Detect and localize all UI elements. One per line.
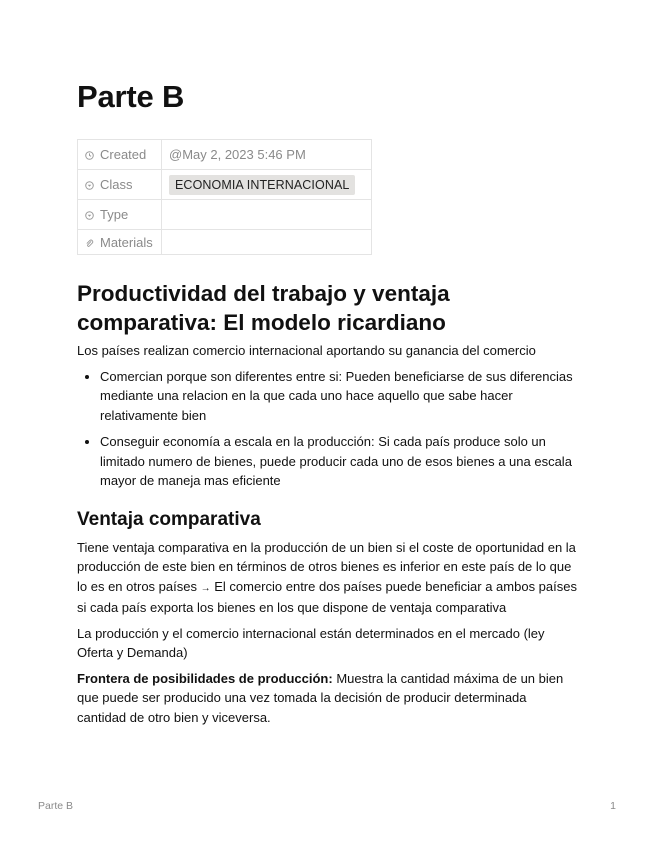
property-row-materials (78, 230, 372, 255)
property-row-class (78, 170, 372, 200)
property-value-materials[interactable] (162, 230, 372, 255)
paragraph-comparative-advantage: Tiene ventaja comparativa en la producción de un bien si el coste de oportunidad en la producción de este bien en términos de otros bienes es inferior en este país de lo que lo es en otros países → El comercio entre dos países puede beneficiar a ambos países si cada país exporta los bienes en los que dispone de ventaja comparativa (77, 539, 577, 615)
select-icon (85, 211, 94, 220)
property-row-created (78, 140, 372, 170)
property-name-created: Created (78, 140, 162, 170)
page-content (77, 76, 577, 727)
bullet-list (77, 367, 577, 491)
main-heading: Productividad del trabajo y ventaja comparativa: El modelo ricardiano (77, 281, 450, 335)
property-row-type (78, 200, 372, 230)
footer-page-number: 1 (610, 800, 616, 812)
property-name-class: Class (78, 170, 162, 200)
paragraph-ppf: Frontera de posibilidades de producción: Muestra la cantidad máxima de un bien que puede ser producido una vez tomada la decisión de producir determinada cantidad de otro bien y viceversa. (77, 670, 564, 725)
right-arrow-icon: → (200, 582, 211, 594)
ppf-term: Frontera de posibilidades de producción: (77, 670, 333, 686)
intro-paragraph: Los países realizan comercio internacional aportando su ganancia del comercio (77, 343, 536, 358)
list-item: • Conseguir economía a escala en la producción: Si cada país produce solo un limitado numero de bienes, puede producir cada uno de esos bienes a una escala mayor de maneja mas eficiente (100, 432, 577, 491)
list-item: • Comercian porque son diferentes entre si: Pueden beneficiarse de sus diferencias mediante una relacion en la que cada uno hace aquello que sabe hacer relativamente bien (100, 367, 577, 426)
page-title: Parte B (77, 79, 185, 114)
section-heading: Ventaja comparativa (77, 508, 261, 530)
property-value-type[interactable] (162, 200, 372, 230)
properties-table (77, 139, 372, 255)
property-name-materials: Materials (78, 230, 162, 255)
footer-page-title: Parte B (38, 800, 74, 812)
property-value-created[interactable]: @May 2, 2023 5:46 PM (162, 140, 372, 170)
paperclip-icon (85, 239, 94, 248)
select-icon (85, 181, 94, 190)
paragraph-market: La producción y el comercio internacional están determinados en el mercado (ley Oferta y Demanda) (77, 625, 545, 660)
property-value-class[interactable] (162, 170, 372, 200)
class-tag[interactable]: ECONOMIA INTERNACIONAL (169, 175, 355, 195)
clock-icon (85, 151, 94, 160)
property-name-type: Type (78, 200, 162, 230)
